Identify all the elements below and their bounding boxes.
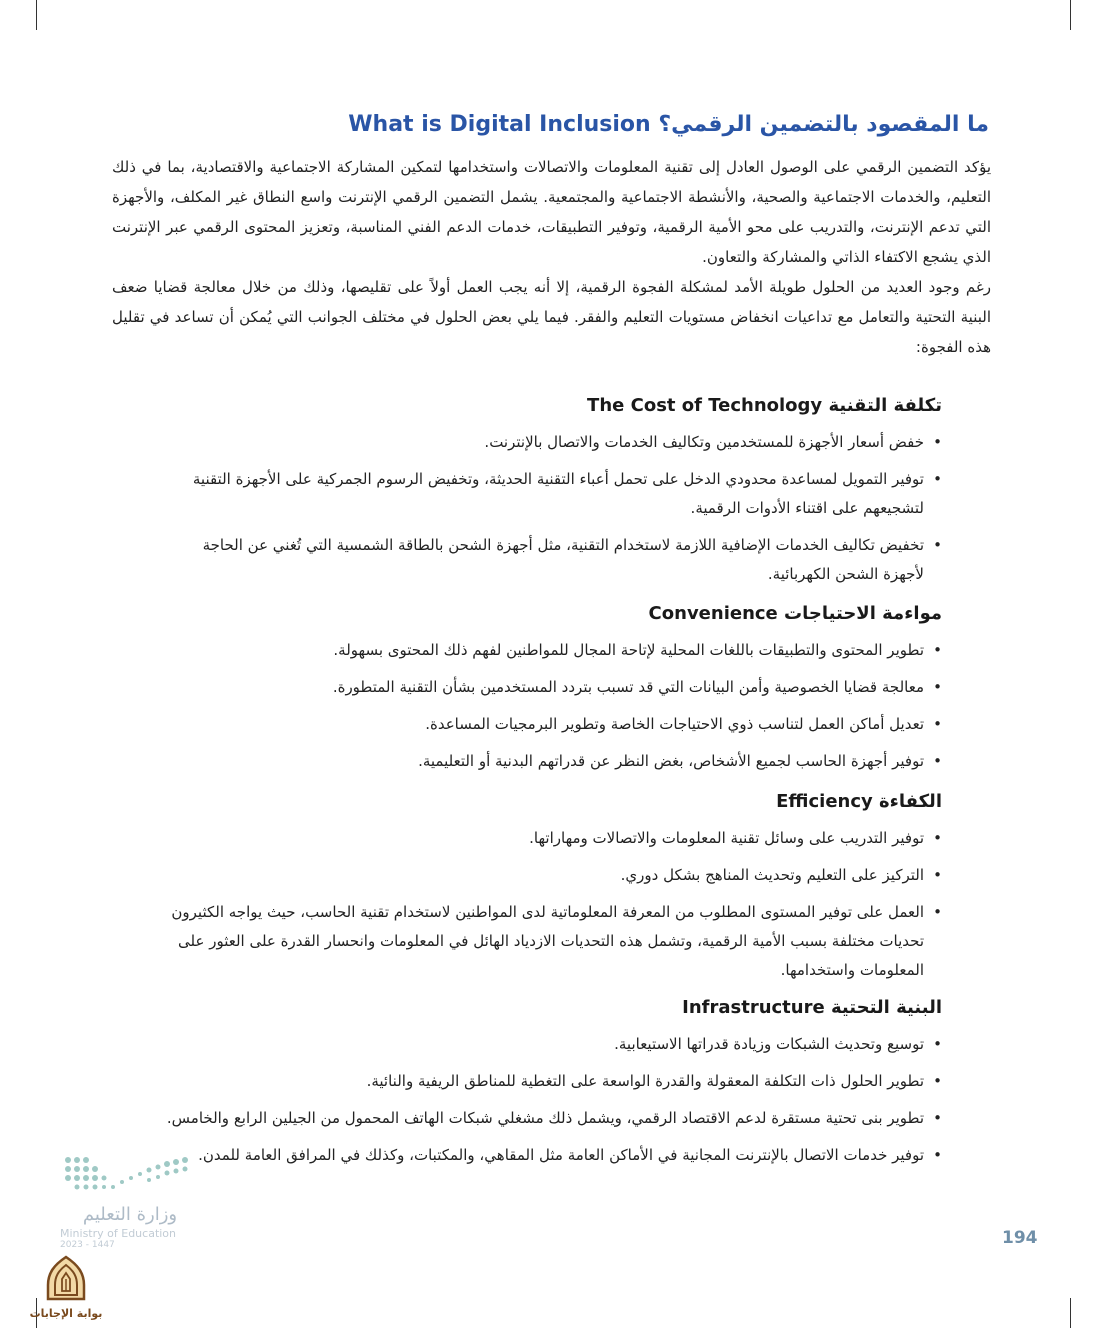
section-efficiency (160, 786, 942, 993)
answers-portal-logo (26, 1255, 106, 1320)
intro-paragraph-1: يؤكد التضمين الرقمي على الوصول العادل إلى تقنية المعلومات والاتصالات واستخدامها لتمكين المشاركة الاجتماعية والاقتصادية، بما في ذلك التعليم، والخدمات الاجتماعية والصحية، والأنشطة الاجتماعية والمجتمعية. يشمل التضمين الرقمي الإنترنت واسع النطاق غير المكلف، والأجهزة التي تدعم الإنترنت، والتدريب على محو الأمية الرقمية، وتوفير التطبيقات، خدمات الدعم الفني المناسبة، وتعزيز المحتوى الرقمي عبر الإنترنت الذي يشجع الاكتفاء الذاتي والمشاركة والتعاون. (112, 158, 991, 266)
bullet-list (160, 824, 942, 985)
section-convenience (160, 598, 942, 784)
bullet-list (160, 636, 942, 776)
section-title-en: Efficiency (776, 791, 873, 812)
section-title-ar: تكلفة التقنية (828, 395, 942, 416)
list-item: • تخفيض تكاليف الخدمات الإضافية اللازمة لاستخدام التقنية، مثل أجهزة الشحن بالطاقة الشمسية التي تُغني عن الحاجة لأجهزة الشحن الكهربائية. (160, 531, 942, 589)
ministry-name-en: Ministry of Education (60, 1227, 177, 1240)
bullet-list (160, 1030, 942, 1170)
list-item: • خفض أسعار الأجهزة للمستخدمين وتكاليف الخدمات والاتصال بالإنترنت. (160, 428, 942, 457)
list-item: • التركيز على التعليم وتحديث المناهج بشكل دوري. (160, 861, 942, 890)
list-item: • العمل على توفير المستوى المطلوب من المعرفة المعلوماتية لدى المواطنين لاستخدام تقنية الحاسب، حيث يواجه الكثيرون تحديات مختلفة بسبب الأمية الرقمية، وتشمل هذه التحديات الازدياد الهائل في المعلومات وانحسار القدرة على العثور على المعلومات واستخدامها. (160, 898, 942, 985)
section-title (160, 390, 942, 422)
page-title-en: What is Digital Inclusion (348, 112, 651, 137)
section-title-ar: البنية التحتية (830, 997, 942, 1018)
crop-mark-bottom-right (1070, 1298, 1071, 1328)
ministry-name-ar: وزارة التعليم (82, 1204, 178, 1225)
page-title (120, 112, 989, 137)
list-item: • توفير التمويل لمساعدة محدودي الدخل على تحمل أعباء التقنية الحديثة، وتخفيض الرسوم الجمركية على الأجهزة التقنية لتشجيعهم على اقتناء الأدوات الرقمية. (160, 465, 942, 523)
list-item: • تطوير بنى تحتية مستقرة لدعم الاقتصاد الرقمي، ويشمل ذلك مشغلي شبكات الهاتف المحمول من الجيلين الرابع والخامس. (160, 1104, 942, 1133)
bullet-list (160, 428, 942, 589)
list-item: • تطوير الحلول ذات التكلفة المعقولة والقدرة الواسعة على التغطية للمناطق الريفية والنائية. (160, 1067, 942, 1096)
section-title-ar: الكفاءة (879, 791, 942, 812)
section-title-en: Convenience (648, 603, 778, 624)
ministry-logo (60, 1150, 200, 1250)
list-item: • توفير أجهزة الحاسب لجميع الأشخاص، بغض النظر عن قدراتهم البدنية أو التعليمية. (160, 747, 942, 776)
ministry-dots-icon (60, 1150, 200, 1200)
section-cost-of-technology (160, 390, 942, 597)
page-number: 194 (1002, 1228, 1038, 1248)
section-title-ar: مواءمة الاحتياجات (784, 603, 942, 624)
section-title (160, 598, 942, 630)
section-infrastructure (160, 992, 942, 1178)
section-title (160, 992, 942, 1024)
portal-label: بوابة الإجابات (29, 1307, 103, 1320)
page-title-ar: ما المقصود بالتضمين الرقمي؟ (658, 112, 989, 137)
crop-mark-top-right (1070, 0, 1071, 30)
list-item: • تعديل أماكن العمل لتناسب ذوي الاحتياجات الخاصة وتطوير البرمجيات المساعدة. (160, 710, 942, 739)
list-item: • تطوير المحتوى والتطبيقات باللغات المحلية لإتاحة المجال للمواطنين لفهم ذلك المحتوى بسهولة. (160, 636, 942, 665)
portal-emblem-icon (44, 1255, 88, 1301)
section-title-en: The Cost of Technology (587, 395, 823, 416)
intro-paragraph-2: رغم وجود العديد من الحلول طويلة الأمد لمشكلة الفجوة الرقمية، إلا أنه يجب العمل أولاً على تقليصها، وذلك من خلال معالجة قضايا ضعف البنية التحتية والتعامل مع تداعيات انخفاض مستويات التعليم والفقر. فيما يلي بعض الحلول في مختلف الجوانب التي يُمكن أن تساعد في تقليل هذه الفجوة: (112, 278, 991, 356)
section-title (160, 786, 942, 818)
list-item: • توفير التدريب على وسائل تقنية المعلومات والاتصالات ومهاراتها. (160, 824, 942, 853)
section-title-en: Infrastructure (682, 997, 825, 1018)
crop-mark-top-left (36, 0, 37, 30)
list-item: • توفير خدمات الاتصال بالإنترنت المجانية في الأماكن العامة مثل المقاهي، والمكتبات، وكذلك في المرافق العامة للمدن. (160, 1141, 942, 1170)
ministry-year: 2023 - 1447 (60, 1240, 115, 1250)
list-item: • توسيع وتحديث الشبكات وزيادة قدراتها الاستيعابية. (160, 1030, 942, 1059)
list-item: • معالجة قضايا الخصوصية وأمن البيانات التي قد تسبب بتردد المستخدمين بشأن التقنية المتطورة. (160, 673, 942, 702)
